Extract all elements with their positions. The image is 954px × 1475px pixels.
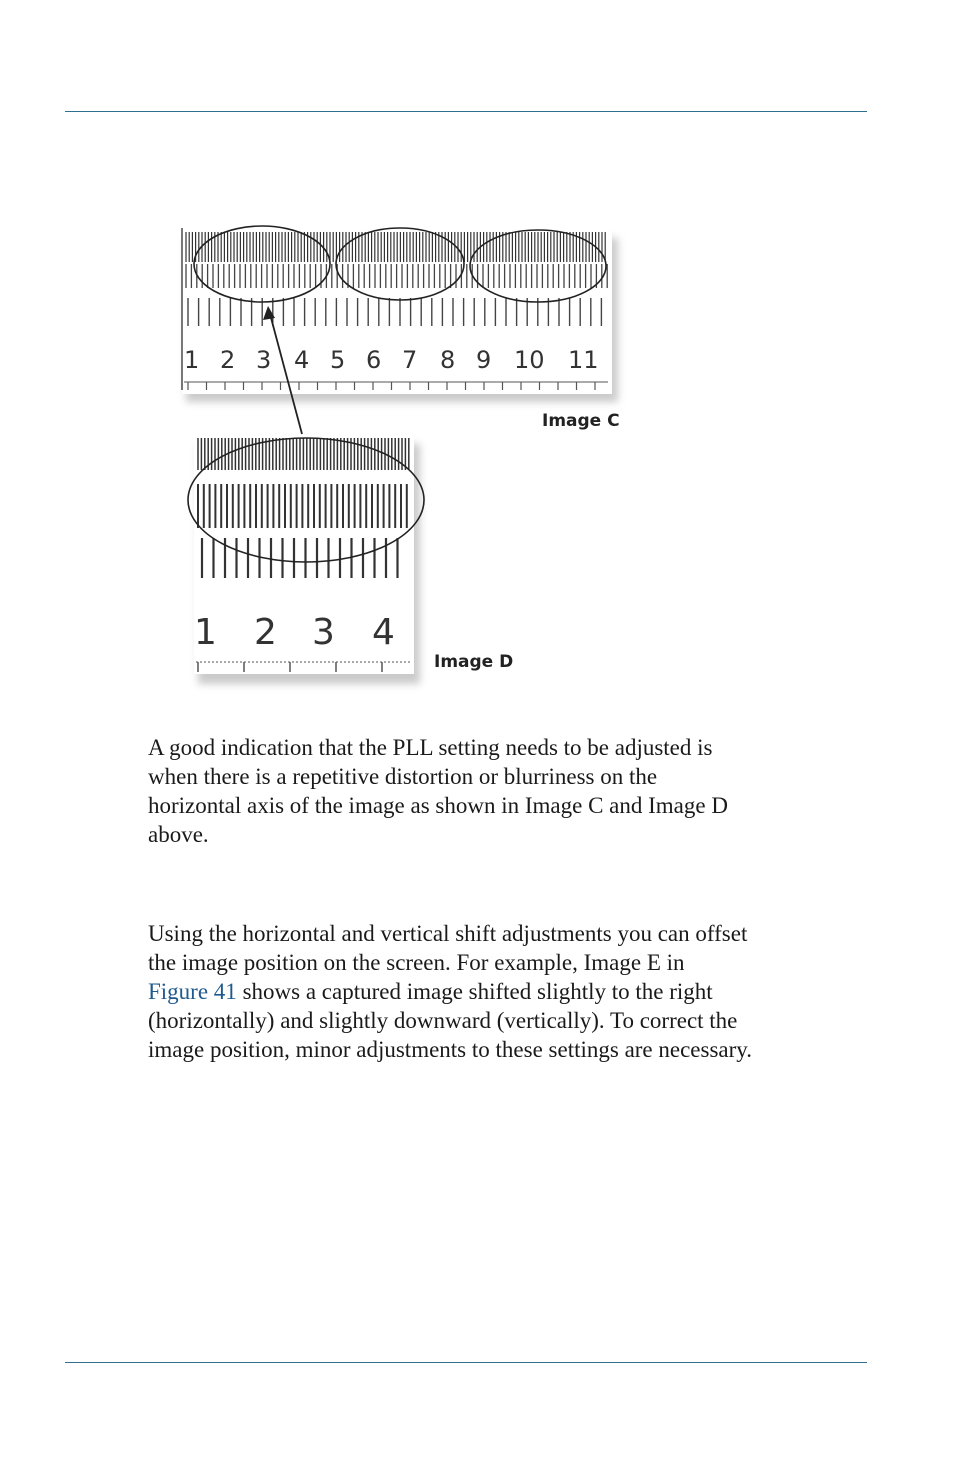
paragraph-line: image position, minor adjustments to these settings are necessary. <box>148 1037 753 1062</box>
image-d-label: Image D <box>434 652 514 672</box>
ruler-c-number: 2 <box>220 346 236 374</box>
pll-figure-graphic <box>150 212 670 712</box>
ruler-d-number: 4 <box>372 612 395 653</box>
ruler-c-number: 6 <box>366 346 382 374</box>
pll-figure <box>150 212 670 712</box>
paragraph-line: horizontal axis of the image as shown in Image C and Image D <box>148 793 728 818</box>
ruler-d-number: 3 <box>312 612 335 653</box>
ruler-c <box>182 226 618 402</box>
header-rule <box>65 111 867 112</box>
paragraph-line: when there is a repetitive distortion or blurriness on the <box>148 764 658 789</box>
ruler-c-number: 7 <box>402 346 418 374</box>
ruler-c-number: 10 <box>514 346 545 374</box>
paragraph-line: A good indication that the PLL setting needs to be adjusted is <box>148 735 713 760</box>
ruler-c-number: 4 <box>294 346 310 374</box>
ruler-c-number: 3 <box>256 346 272 374</box>
ruler-c-number: 11 <box>568 346 599 374</box>
paragraph-line: above. <box>148 822 209 847</box>
paragraph-line: shows a captured image shifted slightly to the right <box>236 979 713 1004</box>
footer-rule <box>65 1362 867 1363</box>
paragraph-shift-adjustments <box>148 919 858 1064</box>
ruler-d-number: 1 <box>194 612 217 653</box>
image-c-label: Image C <box>542 411 620 431</box>
paragraph-pll-indication <box>148 733 858 849</box>
paragraph-line: Using the horizontal and vertical shift adjustments you can offset <box>148 921 748 946</box>
ruler-c-number: 5 <box>330 346 346 374</box>
ruler-d-number: 2 <box>254 612 277 653</box>
figure-41-link[interactable]: Figure 41 <box>148 979 237 1004</box>
ruler-c-number: 9 <box>476 346 492 374</box>
ruler-d <box>188 434 424 684</box>
ruler-c-number: 1 <box>184 346 200 374</box>
paragraph-line: (horizontally) and slightly downward (vertically). To correct the <box>148 1008 738 1033</box>
ruler-c-number: 8 <box>440 346 456 374</box>
paragraph-line: the image position on the screen. For example, Image E in <box>148 950 685 975</box>
